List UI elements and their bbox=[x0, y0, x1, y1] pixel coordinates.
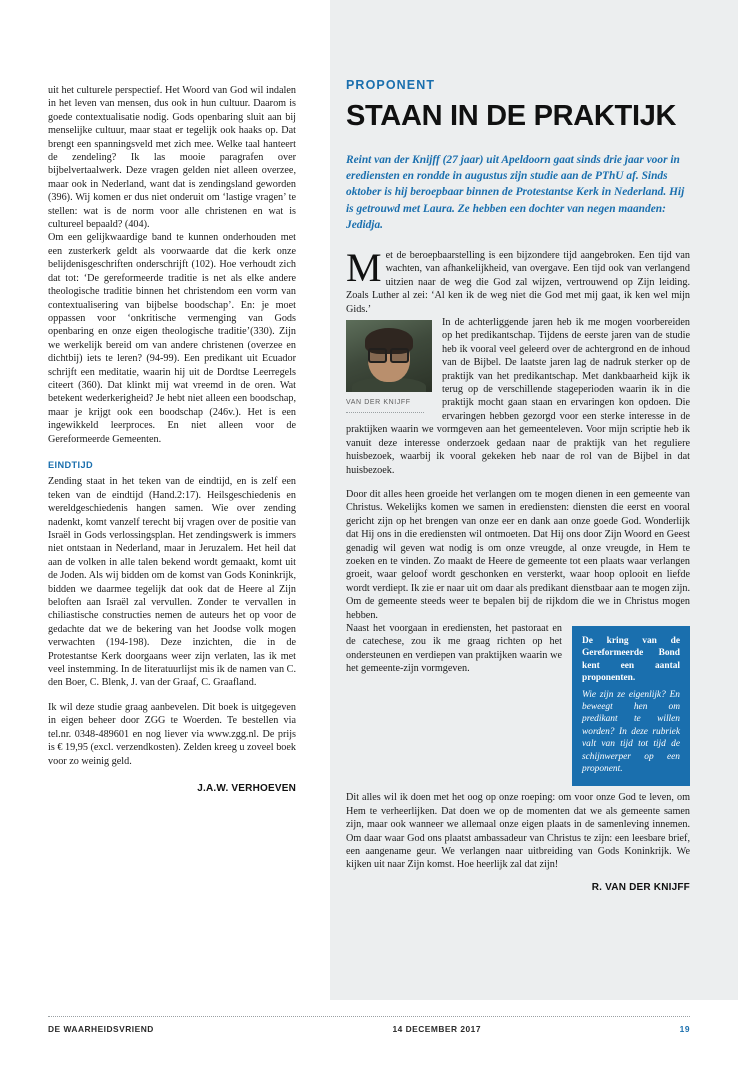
article-first-paragraph: et de beroepbaarstelling is een bijzondere tijd aangebroken. Een tijd van wachten, van afhankelijkheid, van overgave. Een tijd ook van verlangend uitzien naar de weg die God zal wijzen, vertrouwend op Zijn leiding. Zoals Luther al zei: ‘Al ken ik de weg niet die God met mij gaat, ik ken wel mijn Gids.’ bbox=[346, 250, 690, 315]
right-column bbox=[346, 78, 690, 893]
article-body bbox=[346, 245, 690, 872]
pull-quote-box bbox=[572, 626, 690, 786]
article-first-paragraph-block bbox=[346, 245, 690, 316]
glasses-left-lens-icon bbox=[368, 348, 387, 363]
article-paragraph-2: In de achterliggende jaren heb ik me mogen voorbereiden op het predikantschap. Tijdens de eerste jaren van de studie heb ik vooral veel geleerd over de achtergrond en de inhoud van de Bijbel. De laatste jaren lag de nadruk sterker op de praktijk van het predikantschap. Met dankbaarheid kijk ik terug op de verschillende stageperioden waarin ik in die praktijk mocht gaan staan en ervaringen kon opdoen. Die ervaringen hebben gezorgd voor een sterke interesse in de praktijken waarin we vormgeven aan het gemeenteleven. Voor mijn scriptie heb ik vanuit deze interesse onderzoek gedaan naar de praktijk van het reguliere huisbezoek, waarbij ik vooral gekeken heb naar de rol van de Bijbel in dat huisbezoek. bbox=[346, 317, 690, 476]
article-signature: R. VAN DER KNIJFF bbox=[591, 881, 690, 893]
article-paragraph-3: Door dit alles heen groeide het verlangen om te mogen dienen in een gemeente van Christus. Wekelijks komen we samen in erediensten: diensten die eerst en vooral gericht zijn op het brengen van onze eer en dank aan onze goede God. Wonderlijk dat Hij ons in die erediensten wil ontmoeten. Dat Hij ons door Zijn Woord en Geest genadig wil geven wat nodig is om onze vreugde, al onze vreugde, in Hem te zoeken en te vinden. Zo maakt de Heere de gemeente tot een plaats waar verlangen groeit, waar geloof wordt geschonken en versterkt, waar hoop oplooit en liefde wordt verdiept. Ik zie er naar uit om daar als predikant dienstbaar aan te mogen zijn. Om de gemeente steeds weer te bepalen bij de rijkdom die we in Christus mogen hebben. bbox=[346, 488, 690, 621]
page-title: STAAN IN DE PRAKTIJK bbox=[346, 100, 677, 132]
left-subheading-eindtijd: EINDTIJD bbox=[48, 459, 94, 470]
article-pullbox-block bbox=[346, 622, 690, 791]
pull-quote-text: Wie zijn ze eigenlijk? En beweegt hen om predikant te willen worden? In deze rubriek valt van tijd tot tijd de schijnwerper op een proponent. bbox=[582, 689, 680, 775]
left-paragraph-1: uit het culturele perspectief. Het Woord van God wil indalen in het leven van mensen, dus ook in hun cultuur. Daarom is goede contextualisatie nodig. Gods openbaring sluit aan bij menselijke cultuur, maar staat er tegelijk ook haaks op. Dat brengt een spanningsveld met zich mee. Welke taal hanteert de zendeling? Ik las mooie paragrafen over bijbelvertaalwerk. Deze vragen gelden niet alleen overzee, maar ook in Nederland, want dat is zendingsland geworden (396). Wij komen er dus niet onderuit om ‘lastige vragen’ te stellen: wat is de norm voor alle christenen en wat is cultureel bepaald? (404). bbox=[48, 85, 296, 231]
article-paragraph-4: Naast het voorgaan in erediensten, het pastoraat en de catechese, zou ik me graag richten op het ondersteunen en verdiepen van praktijken waarin we het gemeente-zijn vormgeven. bbox=[346, 622, 562, 675]
caption-divider bbox=[346, 412, 424, 413]
article-paragraph-5: Dit alles wil ik doen met het oog op onze roeping: om voor onze God te leven, om Hem te verheerlijken. Dat doen we op de momenten dat we als gemeente samen zijn, maar ook wanneer we allemaal onze eigen plaats in de samenleving innemen. Om daar waar God ons plaatst ambassadeur van Christus te zijn: een leesbare brief, een aangename geur. We verlangen naar uitbreiding van Gods Koninkrijk. We kijken uit naar Zijn komst. Hoe heerlijk zal dat zijn! bbox=[346, 792, 690, 871]
footer-publication-name: DE WAARHEIDSVRIEND bbox=[48, 1024, 154, 1034]
portrait-figure bbox=[346, 320, 432, 413]
glasses-right-lens-icon bbox=[390, 348, 409, 363]
footer-date: 14 DECEMBER 2017 bbox=[392, 1024, 481, 1034]
drop-cap: M bbox=[346, 245, 382, 291]
portrait-caption: VAN DER KNIJFF bbox=[346, 399, 411, 407]
page-footer bbox=[48, 1016, 690, 1034]
footer-page-number: 19 bbox=[679, 1024, 690, 1034]
left-article-signature: J.A.W. VERHOEVEN bbox=[197, 782, 296, 794]
portrait-photo bbox=[346, 320, 432, 392]
left-paragraph-2: Om een gelijkwaardige band te kunnen onderhouden met een zusterkerk geldt als voorwaarde dat die kerk onze belijdenisgeschriften onderschrijft (102). Hoe verhoudt zich dat tot: ‘De gereformeerde traditie is net als elke andere theologische traditie binnen het christendom een vorm van contextualisering van bijbelse boodschap’. En: je moet oppassen voor ‘onkritische vermenging van Gods openbaring en onze eigen theologische traditie’(330). Zijn we werkelijk bereid om van andere christenen (overzee en dichtbij) iets te leren? (94-99). Een predikant uit Ecuador schrijft een meditatie, waarin hij uit de Dordtse Leerregels citeert (360). Dat klinkt mij wat vreemd in de oren. Wat betekent wederkerigheid? Je hebt niet alleen een boodschap, maar je krijgt ook een boodschap (246v.). Het is een ingewikkeld leerproces. En niet alleen voor de Gereformeerde Gemeenten. bbox=[48, 232, 296, 445]
article-kicker: PROPONENT bbox=[346, 78, 436, 92]
left-column bbox=[48, 84, 296, 795]
article-photo-paragraph-block bbox=[346, 316, 690, 477]
article-intro: Reint van der Knijff (27 jaar) uit Apeldoorn gaat sinds drie jaar voor in erediensten en rondde in augustus zijn studie aan de PThU af. Sinds oktober is hij beroepbaar binnen de Protestantse Kerk in Nederland. Hij is getrouwd met Laura. Ze hebben een dochter van negen maanden: Jedidja. bbox=[346, 154, 685, 231]
left-eindtijd-paragraph-2: Ik wil deze studie graag aanbevelen. Dit boek is uitgegeven in eigen beheer door ZGG te Woerden. Te bestellen via tel.nr. 0348-489601 en nog liever via www.zgg.nl. De prijs is € 19,95 (excl. verzendkosten). Zelden kreeg u zoveel boek voor zo weinig geld. bbox=[48, 701, 296, 767]
left-eindtijd-paragraph-1: Zending staat in het teken van de eindtijd, en is zelf een teken van de eindtijd (Hand.2:17). Heilsgeschiedenis en wereldgeschiedenis hangen samen. Wie over zending nadenkt, komt vanzelf terecht bij vragen over de positie van Israël in Gods verlossingsplan. Het zendingswerk is immers niet ontstaan in Nederland, maar in Jeruzalem. Het heil dat aan de volken in alle talen bekend wordt gemaakt, komt uit de Joden. Als wij bidden om de komst van Gods Koninkrijk, bidden we daarmee tegelijk dat ook dat de Heere al Zijn beloften aan Israël zal vervullen. Zonder te vervallen in chiliastische constructies nemen de auteurs het op voor de gedachte dat we de bekering van het Joodse volk mogen verwachten (194-198). Deze inzichten, die in de Protestantse Kerk doorgaans weer zijn verlaten, las ik met veel instemming. In de literatuurlijst mis ik de namen van C. den Boer, C. Blenk, J. van der Graaf, C. Graafland. bbox=[48, 476, 296, 689]
pull-quote-strong: De kring van de Gereformeerde Bond kent een aantal proponenten. bbox=[582, 635, 680, 684]
